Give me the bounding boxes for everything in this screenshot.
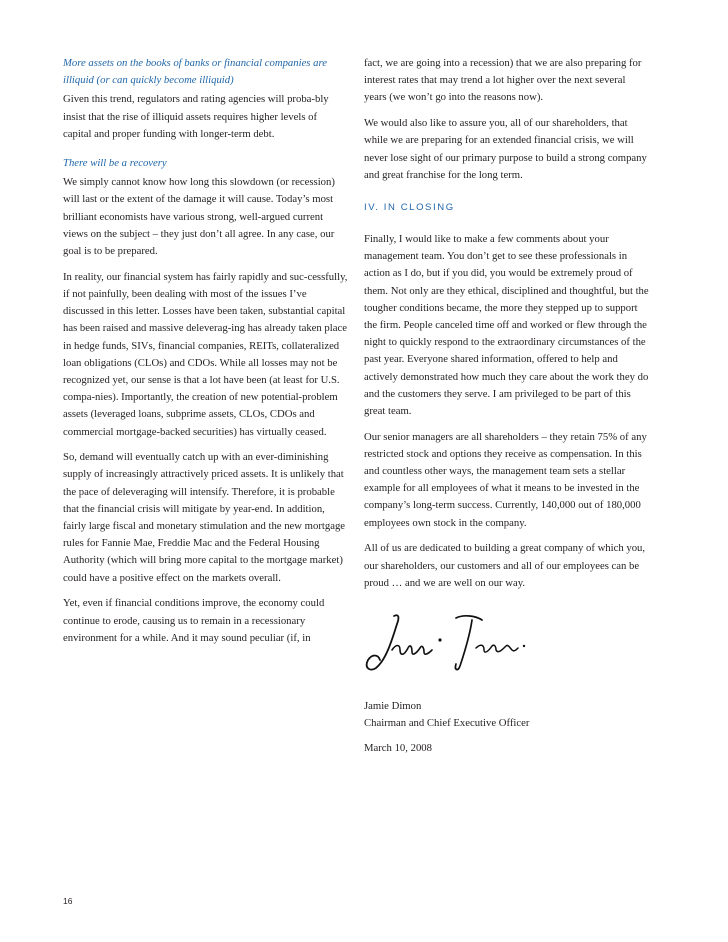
paragraph: All of us are dedicated to building a great company of which you, our shareholders, our customers and all of our employees can be proud … and we are well on our way.	[364, 542, 646, 589]
section-heading-in-closing: IV. IN CLOSING	[364, 201, 455, 213]
left-column	[63, 55, 348, 656]
paragraph: fact, we are going into a recession) that we are also preparing for interest rates that may trend a lot higher over the next several years (we won’t go into the reasons now).	[364, 57, 642, 104]
page-number: 16	[63, 896, 73, 906]
letter-date: March 10, 2008	[364, 742, 432, 755]
paragraph: In reality, our financial system has fairly rapidly and suc-cessfully, if not painfully, been dealing with most of the issues I’ve discussed in this letter. Losses have been taken, substantial capital has been raised and massive deleverag-ing has already taken place in hedge funds, SIVs, financial companies, REITs, collateralized loan obligations (CLOs) and CDOs. While all losses may not be recognized yet, our sense is that a lot have been (at least for U.S. compa-nies). Importantly, the creation of new potential-problem assets (leveraged loans, subprime assets, CLOs, CDOs and commercial mortgage-backed securities) has virtually ceased.	[63, 270, 348, 438]
paragraph: Given this trend, regulators and rating agencies will proba-bly insist that the rise of illiquid assets requires higher levels of capital and proper funding with longer-term debt.	[63, 93, 329, 140]
signer-name: Jamie Dimon	[364, 699, 422, 712]
paragraph: Yet, even if financial conditions improve, the economy could continue to erode, causing us to remain in a recessionary environment for a while. And it may sound peculiar (if, in	[63, 597, 325, 644]
paragraph: We simply cannot know how long this slowdown (or recession) will last or the extent of the damage it will cause. Today’s most brilliant economists have various strong, well-argued current views on the subject – they just don’t all agree. In any case, our goal is to be prepared.	[63, 176, 335, 258]
right-column	[364, 55, 649, 758]
paragraph: Finally, I would like to make a few comments about your management team. You don’t get to see these professionals in action as I do, but if you did, you would be extremely proud of them. Not only are they ethical, disciplined and thoughtful, but the tougher conditions became, the more they stepped up to support the firm. People canceled time off and worked or flew through the night to quickly respond to the extraordinary circumstances of the past year. Everyone shared information, offered to help and actively demonstrated how much they care about the work they do and the customers they serve. I am privileged to be part of this great team.	[364, 232, 649, 417]
illiquid-assets-subhead: More assets on the books of banks or financial companies are illiquid (or can quickly become illiquid)	[63, 57, 327, 87]
paragraph: We would also like to assure you, all of our shareholders, that while we are preparing for an extended financial crisis, we will never lose sight of our primary purpose to build a strong company and great franchise for the long term.	[364, 117, 647, 181]
signature-image	[364, 610, 534, 678]
signature-block	[364, 698, 649, 758]
handwritten-signature	[364, 610, 534, 678]
signer-title: Chairman and Chief Executive Officer	[364, 717, 530, 730]
paragraph: So, demand will eventually catch up with an ever-diminishing supply of increasingly attractively priced assets. It is unlikely that the pace of deleveraging will intensify. Therefore, it is probable that the financial crisis will mitigate by year-end. In addition, fairly large fiscal and monetary stimulation and the new mortgage rules for Fannie Mae, Freddie Mac and the Federal Housing Authority (which will bring more capital to the mortgage market) could have a positive effect on the markets overall.	[63, 451, 346, 584]
recovery-subhead: There will be a recovery	[63, 157, 167, 170]
paragraph: Our senior managers are all shareholders – they retain 75% of any restricted stock and options they receive as compensation. In this and countless other ways, the management team sets a stellar example for all employees of what it means to be invested in the company’s long-term success. Currently, 140,000 out of 180,000 employees own stock in the company.	[364, 430, 647, 529]
